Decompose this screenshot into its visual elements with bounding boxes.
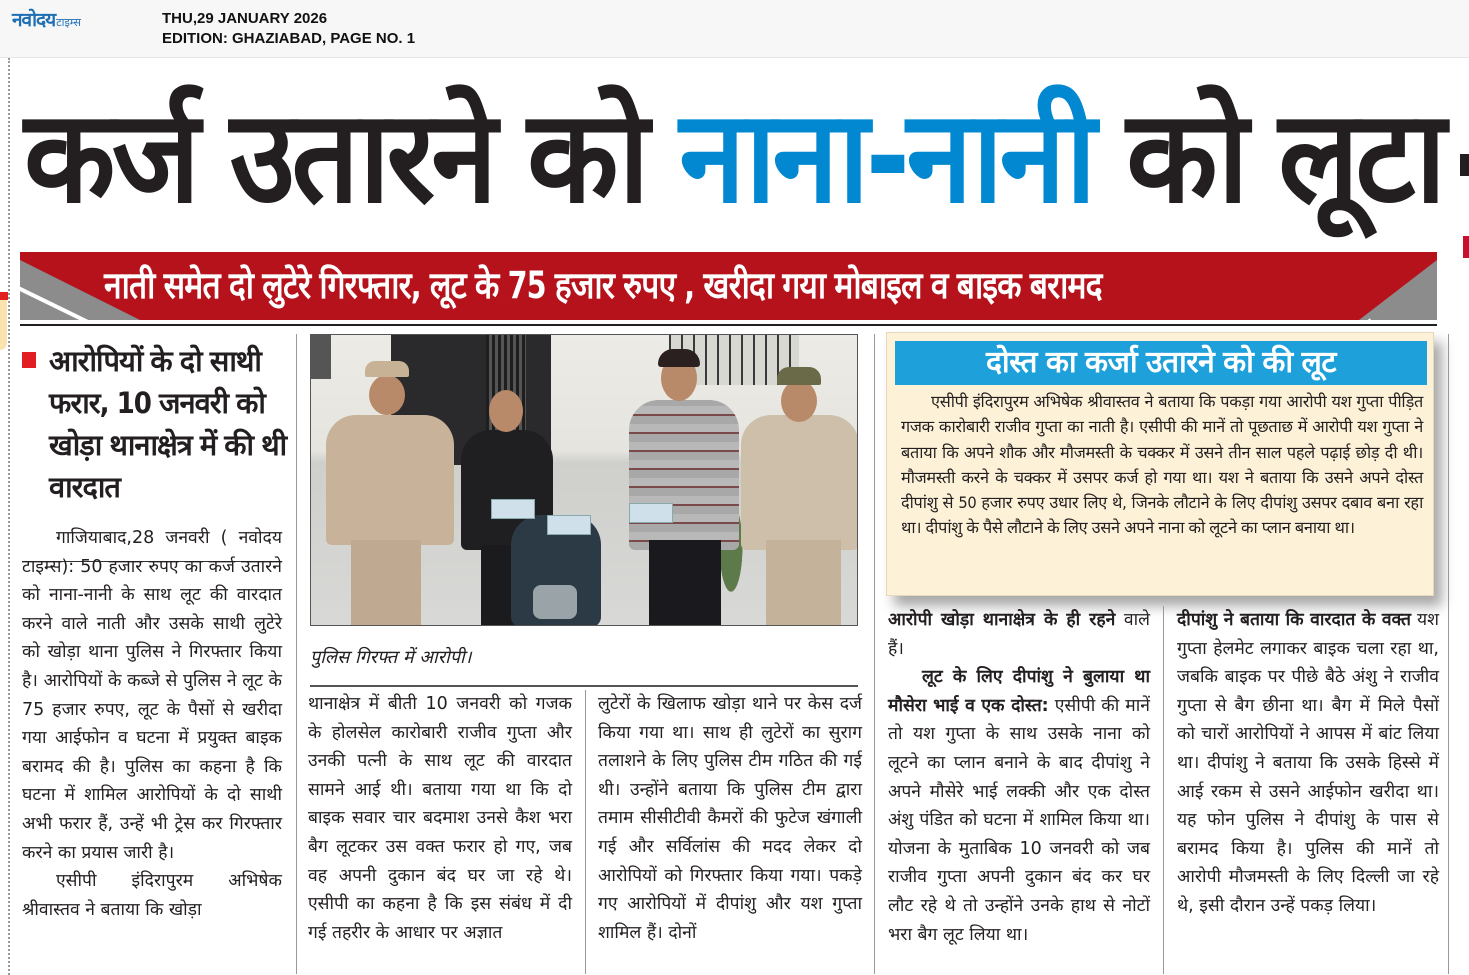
photo-phone-box — [629, 503, 673, 523]
column-divider — [1448, 334, 1449, 974]
photo-accused-2-legs — [649, 540, 721, 626]
col5-paragraph-1 — [1177, 606, 1439, 921]
headline-part-3: को लूटा — [1092, 83, 1443, 232]
caption-rule — [310, 685, 858, 687]
col4-paragraph-1 — [888, 606, 1150, 663]
box-story-title: दोस्त का कर्जा उतारने को की लूट — [895, 341, 1427, 385]
col4-paragraph-2 — [888, 663, 1150, 949]
photo-window-left — [311, 335, 331, 379]
headline-highlight: नाना-नानी — [679, 83, 1093, 232]
photo-officer-left-head — [369, 375, 405, 415]
box-story-body — [901, 389, 1423, 541]
newspaper-logo[interactable] — [12, 10, 81, 30]
article-column-2 — [308, 690, 572, 947]
next-article-headline-edge — [1460, 154, 1469, 176]
edition-info — [162, 9, 415, 49]
headline-part-1: कर्ज उतारने को — [24, 83, 680, 232]
photo-officer-right — [741, 415, 858, 550]
next-article-red-marker — [1463, 236, 1469, 258]
photo-accused-2-hair — [658, 349, 700, 367]
edition-line: EDITION: GHAZIABAD, PAGE NO. 1 — [162, 30, 416, 47]
col4-body: एसीपी की मानें तो यश गुप्ता के साथ उसके नाना को लूटने का प्लान बनाने के बाद दीपांशु ने अपने मौसेरे भाई लक्की और एक दोस्त अंशु पंडित को घटना में शामिल किया था। योजना के मुताबिक 10 जनवरी को जब राजीव गुप्ता अपनी दुकान बंद कर घर लौट रहे थे तो उन्होंने उनके हाथ से नोटों भरा बैग लूट लिया था। — [888, 695, 1150, 945]
article-column-1 — [22, 524, 282, 924]
photo-officer-right-head — [781, 380, 817, 422]
photo-officer-cap — [365, 361, 409, 377]
main-headline — [24, 78, 1443, 248]
page-margin-divider — [8, 58, 10, 975]
photo-officer-left-legs — [351, 540, 421, 626]
col5-bold-lead: दीपांशु ने बताया कि वारदात के वक्त — [1177, 610, 1411, 630]
photo-phone-box — [547, 515, 591, 535]
photo-officer-left — [326, 415, 454, 545]
col3-paragraph-1: लुटेरों के खिलाफ खोड़ा थाने पर केस दर्ज किया गया था। साथ ही लुटेरों का सुराग तलाशने के लिए पुलिस टीम गठित की गई थी। उन्होंने बताया कि पुलिस टीम द्वारा तमाम सीसीटीवी कैमरों की फुटेज खंगाली गई और सर्विलांस की मदद लेकर दो आरोपियों को गिरफ्तार किया गया। पकड़े गए आरोपियों में दीपांशु और यश गुप्ता शामिल हैं। दोनों — [598, 694, 862, 943]
column-divider — [874, 334, 875, 974]
date-line: THU,29 JANUARY 2026 — [162, 10, 328, 27]
sidebar-box-story — [886, 332, 1434, 596]
box-story-paragraph: एसीपी इंदिरापुरम अभिषेक श्रीवास्तव ने बताया कि पकड़ा गया आरोपी यश गुप्ता पीड़ित गजक कारोबारी राजीव गुप्ता का नाती है। एसीपी की मानें तो पूछताछ में आरोपी यश गुप्ता ने बताया कि अपने शौक और मौजमस्ती के चक्कर में उसने तीन साल पहले पढ़ाई छोड़ दी थी। मौजमस्ती करने के चक्कर में उसपर कर्ज हो गया था। यश ने बताया कि उसने अपने दोस्त दीपांशु से 50 हजार रुपए उधार लिए थे, जिनके लौटाने के लिए दीपांशु उसपर दबाव बना रहा था। दीपांशु के पैसे लौटाने के लिए उसने अपने नाना को लूटने का प्लान बनाया था। — [901, 392, 1423, 538]
photo-caption: पुलिस गिरफ्त में आरोपी। — [310, 647, 472, 668]
col2-paragraph-1: थानाक्षेत्र में बीती 10 जनवरी को गजक के होलसेल कारोबारी राजीव गुप्ता और उनकी पत्नी के साथ लूट की वारदात सामने आई थी। बताया गया था कि दो बाइक सवार चार बदमाश उनसे कैश भरा बैग लूटकर उस वक्त फरार हो गए, जब वह अपनी दुकान बंद घर जा रहे थे। एसीपी का कहना है कि इस संबंध में दी गई तहरीर के आधार पर अज्ञात — [308, 694, 572, 943]
column-divider — [1163, 606, 1164, 974]
column-divider — [585, 690, 586, 974]
red-square-bullet-icon — [22, 352, 36, 368]
photo-officer-right-cap — [777, 367, 821, 385]
article-column-3 — [598, 690, 862, 947]
col4-bold-lead: आरोपी खोड़ा थानाक्षेत्र के ही रहने — [888, 610, 1116, 630]
highlight-text: आरोपियों के दो साथी फरार, 10 जनवरी को खोड़ा थानाक्षेत्र में की थी वारदात — [49, 344, 287, 504]
strap-right-triangle — [1359, 260, 1437, 320]
strap-underline — [20, 324, 1437, 326]
photo-phone-box — [491, 499, 535, 519]
column-divider — [296, 334, 297, 974]
viewer-header — [0, 0, 1469, 58]
photo-accused-2 — [629, 400, 739, 550]
col4-subhead: लूट के लिए दीपांशु ने बुलाया था मौसेरा भाई व एक दोस्त: — [888, 667, 1150, 716]
col1-paragraph-2: एसीपी इंदिरापुरम अभिषेक श्रीवास्तव ने बताया कि खोड़ा — [22, 871, 282, 920]
logo-sub-text: टाइम्स — [56, 16, 81, 29]
col1-paragraph-1: गाजियाबाद,28 जनवरी ( नवोदय टाइम्स): 50 हजार रुपए का कर्ज उतारने को नाना-नानी के साथ लूट की वारदात करने वाले नाती और उसके साथी लुटेरे को खोड़ा थाना पुलिस ने गिरफ्तार किया है। आरोपियों के कब्जे से पुलिस ने लूट के 75 हजार रुपए, लूट के पैसों से खरीदा गया आईफोन व घटना में प्रयुक्त बाइक बरामद की है। पुलिस का कहना है कि घटना में शामिल आरोपियों के दो साथी अभी फरार हैं, उन्हें भी ट्रेस कर गिरफ्तार करने का प्रयास जारी है। — [22, 528, 282, 863]
article-column-4 — [888, 606, 1150, 949]
subheadline-strap — [20, 252, 1437, 320]
strap-text: नाती समेत दो लुटेरे गिरफ्तार, लूट के 75 हजार रुपए , खरीदा गया मोबाइल व बाइक बरामद — [104, 264, 1102, 307]
col4-lead-rest: वाले हैं। — [888, 610, 1150, 659]
newspaper-page — [0, 58, 1469, 975]
prev-article-edge-box — [0, 300, 7, 350]
logo-main-text: नवोदय — [12, 9, 56, 31]
photo-motorcycle-headlamp — [533, 585, 577, 619]
article-photo[interactable] — [310, 334, 858, 626]
photo-officer-right-legs — [766, 540, 841, 626]
prev-article-edge-red — [0, 292, 8, 300]
col5-body: यश गुप्ता हेलमेट लगाकर बाइक चला रहा था, जबकि बाइक पर पीछे बैठे अंशु ने राजीव गुप्ता से बैग छीना था। बैग में मिले पैसों को चारों आरोपियों ने आपस में बांट लिया था। दीपांशु ने बताया कि उसके हिस्से में आई रकम से उसने आईफोन खरीदा था। यह फोन पुलिस ने दीपांशु के पास से बरामद किया है। पुलिस की मानें तो आरोपी मौजमस्ती के लिए दिल्ली जा रहे थे, इसी दौरान उन्हें पकड़ लिया। — [1177, 610, 1439, 916]
photo-accused-1-head — [489, 390, 523, 432]
article-column-5 — [1177, 606, 1439, 921]
